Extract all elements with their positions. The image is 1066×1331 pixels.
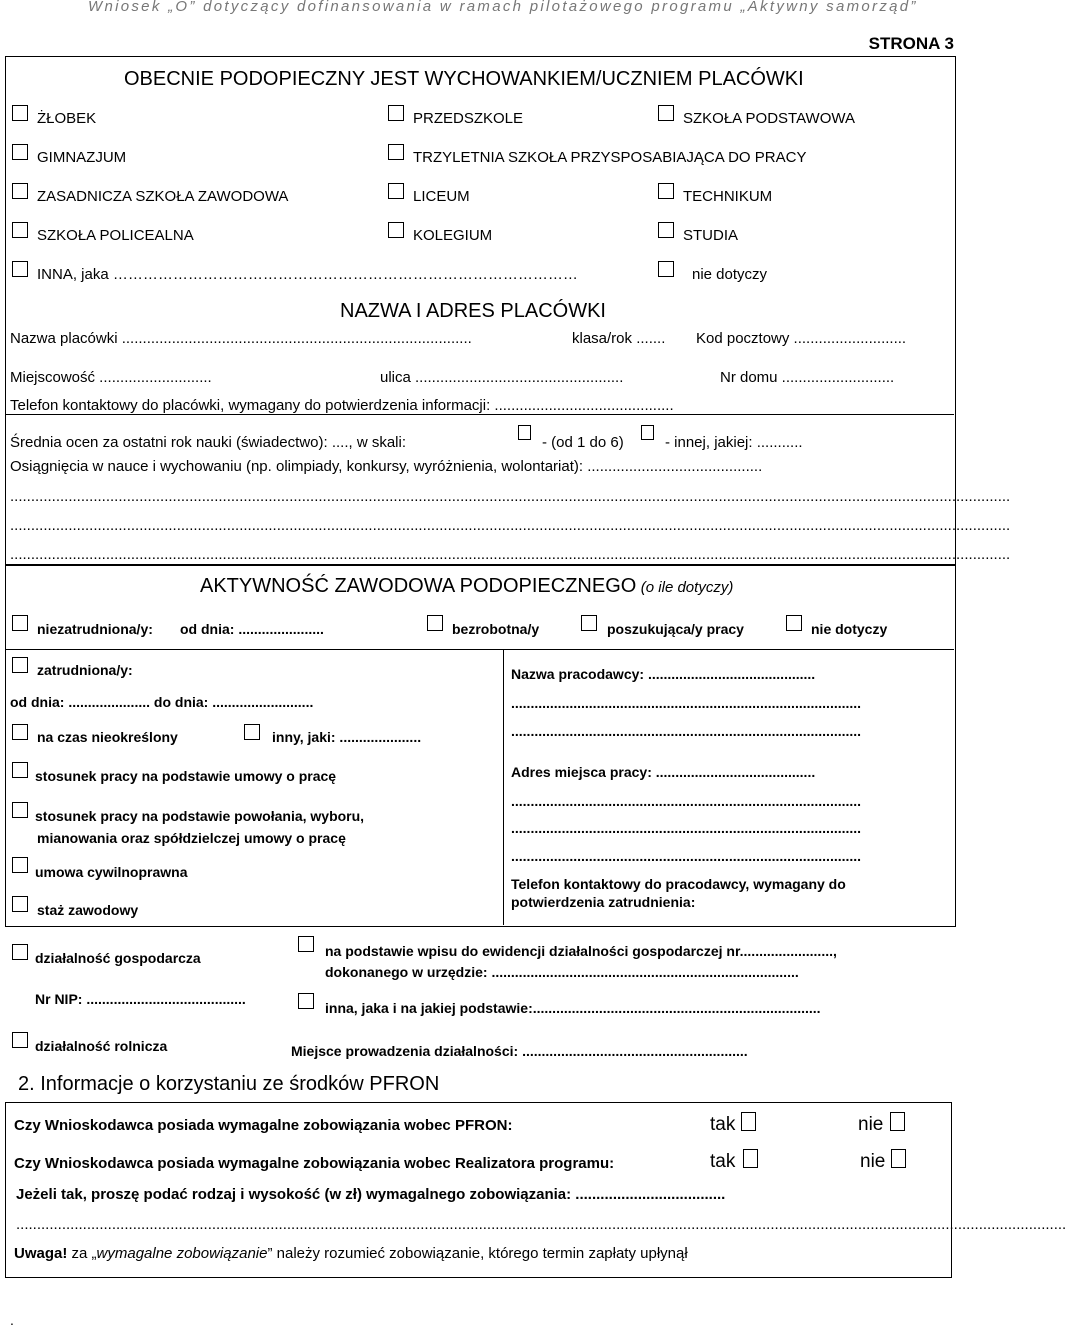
checkbox-label: zatrudniona/y: (37, 662, 133, 678)
uwaga-note (14, 1245, 688, 1262)
osiagniecia-label-text: Osiągnięcia w nauce i wychowaniu (10, 458, 242, 475)
policealna-checkbox[interactable] (12, 222, 28, 238)
praca-title-text: AKTYWNOŚĆ ZAWODOWA PODOPIECZNEGO (200, 575, 637, 597)
zobowiazanie-line[interactable]: ............................................................................................................................................................................................................................................................ (16, 1216, 1066, 1233)
adres-pracy-line[interactable]: .......................................................................................... (511, 848, 862, 864)
pracodawca-line[interactable]: .......................................................................................... (511, 695, 862, 711)
checkbox-label: staż zawodowy (37, 902, 139, 918)
checkbox-label: mianowania oraz spółdzielczej umowy o pracę (37, 830, 346, 846)
nie-label: nie (858, 1114, 884, 1135)
skala-inna-field[interactable]: - innej, jakiej: ........... (665, 434, 803, 451)
skala-6-checkbox[interactable] (518, 425, 531, 440)
zlobek-checkbox[interactable] (12, 105, 28, 121)
checkbox-label: STUDIA (683, 227, 739, 244)
liceum-checkbox[interactable] (388, 183, 404, 199)
gimnazjum-checkbox[interactable] (12, 144, 28, 160)
checkbox-label: SZKOŁA PODSTAWOWA (683, 110, 855, 127)
niezatrudniona-checkbox[interactable] (12, 615, 28, 631)
adres-pracy-line[interactable]: .......................................................................................... (511, 820, 862, 836)
kod-pocztowy-field[interactable]: Kod pocztowy ........................... (696, 330, 907, 347)
divider (503, 649, 504, 925)
realizator-nie-checkbox[interactable] (891, 1149, 906, 1168)
dzialalnosc-rolnicza-checkbox[interactable] (12, 1032, 28, 1048)
nip-field[interactable]: Nr NIP: ......................................... (35, 991, 246, 1007)
nazwa-placowki-field[interactable]: Nazwa placówki .................................................................................... (10, 330, 472, 347)
przedszkole-checkbox[interactable] (388, 105, 404, 121)
inny-okres-checkbox[interactable] (244, 724, 260, 740)
praca-nie-dotyczy-checkbox[interactable] (786, 615, 802, 631)
divider (5, 649, 954, 650)
studia-checkbox[interactable] (658, 222, 674, 238)
poszukujaca-checkbox[interactable] (581, 615, 597, 631)
checkbox-label: - (od 1 do 6) (542, 434, 624, 451)
osiagniecia-field[interactable]: (np. olimpiady, konkursy, wyróżnienia, wolontariat): .......................................... (245, 458, 763, 475)
inna-podstawa-field[interactable]: inna, jaka i na jakiej podstawie:.......................................................................... (325, 1000, 821, 1016)
divider (5, 414, 954, 415)
kolegium-checkbox[interactable] (388, 222, 404, 238)
checkbox-label: działalność rolnicza (35, 1038, 168, 1054)
checkbox-label: stosunek pracy na podstawie powołania, wyboru, (35, 808, 365, 824)
osiagniecia-label (10, 458, 762, 475)
uwaga-label: Uwaga! (14, 1245, 68, 1262)
checkbox-label: nie dotyczy (811, 621, 888, 637)
staz-checkbox[interactable] (12, 896, 28, 912)
umowa-o-prace-checkbox[interactable] (12, 762, 28, 778)
praca-title-note: (o ile dotyczy) (640, 579, 734, 596)
wpis-ewidencji-checkbox[interactable] (298, 936, 314, 952)
nieokreslony-checkbox[interactable] (12, 724, 28, 740)
checkbox-label: niezatrudniona/y: (37, 621, 153, 637)
urzad-field[interactable]: dokonanego w urzędzie: ............................................................................... (325, 964, 799, 980)
checkbox-label: bezrobotna/y (452, 621, 540, 637)
osiagniecia-line-3[interactable]: ................................................................................................................................................................................................................................................ (10, 546, 1011, 563)
powolanie-checkbox[interactable] (12, 802, 28, 818)
pfron-heading: 2. Informacje o korzystaniu ze środków PFRON (18, 1073, 440, 1095)
checkbox-label: PRZEDSZKOLE (413, 110, 524, 127)
nr-domu-field[interactable]: Nr domu ........................... (720, 369, 895, 386)
checkbox-label: TECHNIKUM (683, 188, 773, 205)
nie-dotyczy-checkbox[interactable] (658, 261, 674, 277)
technikum-checkbox[interactable] (658, 183, 674, 199)
bezrobotna-checkbox[interactable] (427, 615, 443, 631)
checkbox-label: TRZYLETNIA SZKOŁA PRZYSPOSABIAJĄCA DO PRACY (413, 149, 807, 166)
zobowiazanie-field[interactable]: Jeżeli tak, proszę podać rodzaj i wysokość (w zł) wymagalnego zobowiązania: .................................... (16, 1186, 726, 1203)
szkola-podstawowa-checkbox[interactable] (658, 105, 674, 121)
placowka-title: OBECNIE PODOPIECZNY JEST WYCHOWANKIEM/UCZNIEM PLACÓWKI (124, 68, 804, 90)
telefon-pracodawcy-label: Telefon kontaktowy do pracodawcy, wymagany do (511, 876, 846, 892)
zasadnicza-checkbox[interactable] (12, 183, 28, 199)
szkola-przysposabiajaca-checkbox[interactable] (388, 144, 404, 160)
telefon-pracodawcy-label: potwierdzenia zatrudnienia: (511, 894, 696, 910)
srednia-ocen-field[interactable]: Średnia ocen za ostatni rok nauki (świadectwo): ...., w skali: (10, 434, 407, 451)
page-number: STRONA 3 (868, 34, 954, 53)
inny-okres-field[interactable]: inny, jaki: ..................... (272, 729, 422, 745)
skala-inna-checkbox[interactable] (641, 425, 654, 440)
checkbox-label: ŻŁOBEK (37, 110, 97, 127)
niezatrudniona-od-field[interactable]: od dnia: ...................... (180, 621, 324, 637)
tak-label: tak (710, 1151, 736, 1172)
checkbox-label: stosunek pracy na podstawie umowy o pracę (35, 768, 337, 784)
checkbox-label: GIMNAZJUM (37, 149, 127, 166)
checkbox-label: ZASADNICZA SZKOŁA ZAWODOWA (37, 188, 289, 205)
wpis-ewidencji-field[interactable]: na podstawie wpisu do ewidencji działalności gospodarczej nr........................, (325, 943, 837, 959)
pfron-nie-checkbox[interactable] (890, 1112, 905, 1131)
adres-title: NAZWA I ADRES PLACÓWKI (340, 300, 606, 322)
telefon-placowki-field[interactable]: Telefon kontaktowy do placówki, wymagany do potwierdzenia informacji: ........................................... (10, 397, 674, 414)
klasa-rok-field[interactable]: klasa/rok ....... (572, 330, 666, 347)
form-header-title: Wniosek „O” dotyczący dofinansowania w ramach pilotażowego programu „Aktywny samorząd” (88, 0, 918, 15)
pfron-question: Czy Wnioskodawca posiada wymagalne zobowiązania wobec PFRON: (14, 1117, 513, 1134)
checkbox-label: umowa cywilnoprawna (35, 864, 188, 880)
uwaga-term: wymagalne zobowiązanie (96, 1245, 268, 1262)
checkbox-label: LICEUM (413, 188, 470, 205)
checkbox-label: KOLEGIUM (413, 227, 493, 244)
miejsce-dzialalnosci-field[interactable]: Miejsce prowadzenia działalności: .......................................................... (291, 1043, 748, 1059)
adres-pracy-line[interactable]: .......................................................................................... (511, 793, 862, 809)
checkbox-label: poszukująca/y pracy (607, 621, 744, 637)
pracodawca-field[interactable]: Nazwa pracodawcy: ........................................... (511, 666, 816, 682)
dzialalnosc-gospodarcza-checkbox[interactable] (12, 944, 28, 960)
inna-field[interactable]: INNA, jaka ………………………………………………………………………………… (37, 266, 578, 283)
miejscowosc-field[interactable]: Miejscowość ........................... (10, 369, 212, 386)
zatrudniona-checkbox[interactable] (12, 657, 28, 673)
footer-dot: . (10, 1312, 14, 1328)
umowa-cywilnoprawna-checkbox[interactable] (12, 857, 28, 873)
osiagniecia-line-2[interactable]: ................................................................................................................................................................................................................................................ (10, 517, 1011, 534)
praca-title (200, 575, 733, 598)
pracodawca-line[interactable]: .......................................................................................... (511, 723, 862, 739)
nie-label: nie (860, 1151, 886, 1172)
checkbox-label: działalność gospodarcza (35, 950, 201, 966)
realizator-question: Czy Wnioskodawca posiada wymagalne zobowiązania wobec Realizatora programu: (14, 1155, 615, 1172)
checkbox-label: SZKOŁA POLICEALNA (37, 227, 194, 244)
checkbox-label: nie dotyczy (692, 266, 768, 283)
tak-label: tak (710, 1114, 736, 1135)
inna-podstawa-checkbox[interactable] (298, 993, 314, 1009)
checkbox-label: na czas nieokreślony (37, 729, 178, 745)
uwaga-text: ” należy rozumieć zobowiązanie, którego termin zapłaty upłynął (267, 1245, 688, 1262)
zatrudnienie-okres-field[interactable]: od dnia: ..................... do dnia: .......................... (10, 694, 314, 710)
uwaga-text: za „ (67, 1245, 97, 1262)
pfron-tak-checkbox[interactable] (741, 1112, 756, 1131)
inna-checkbox[interactable] (12, 261, 28, 277)
ulica-field[interactable]: ulica .................................................. (380, 369, 624, 386)
osiagniecia-line-1[interactable]: ................................................................................................................................................................................................................................................ (10, 488, 1011, 505)
adres-pracy-field[interactable]: Adres miejsca pracy: ......................................... (511, 764, 816, 780)
realizator-tak-checkbox[interactable] (743, 1149, 758, 1168)
